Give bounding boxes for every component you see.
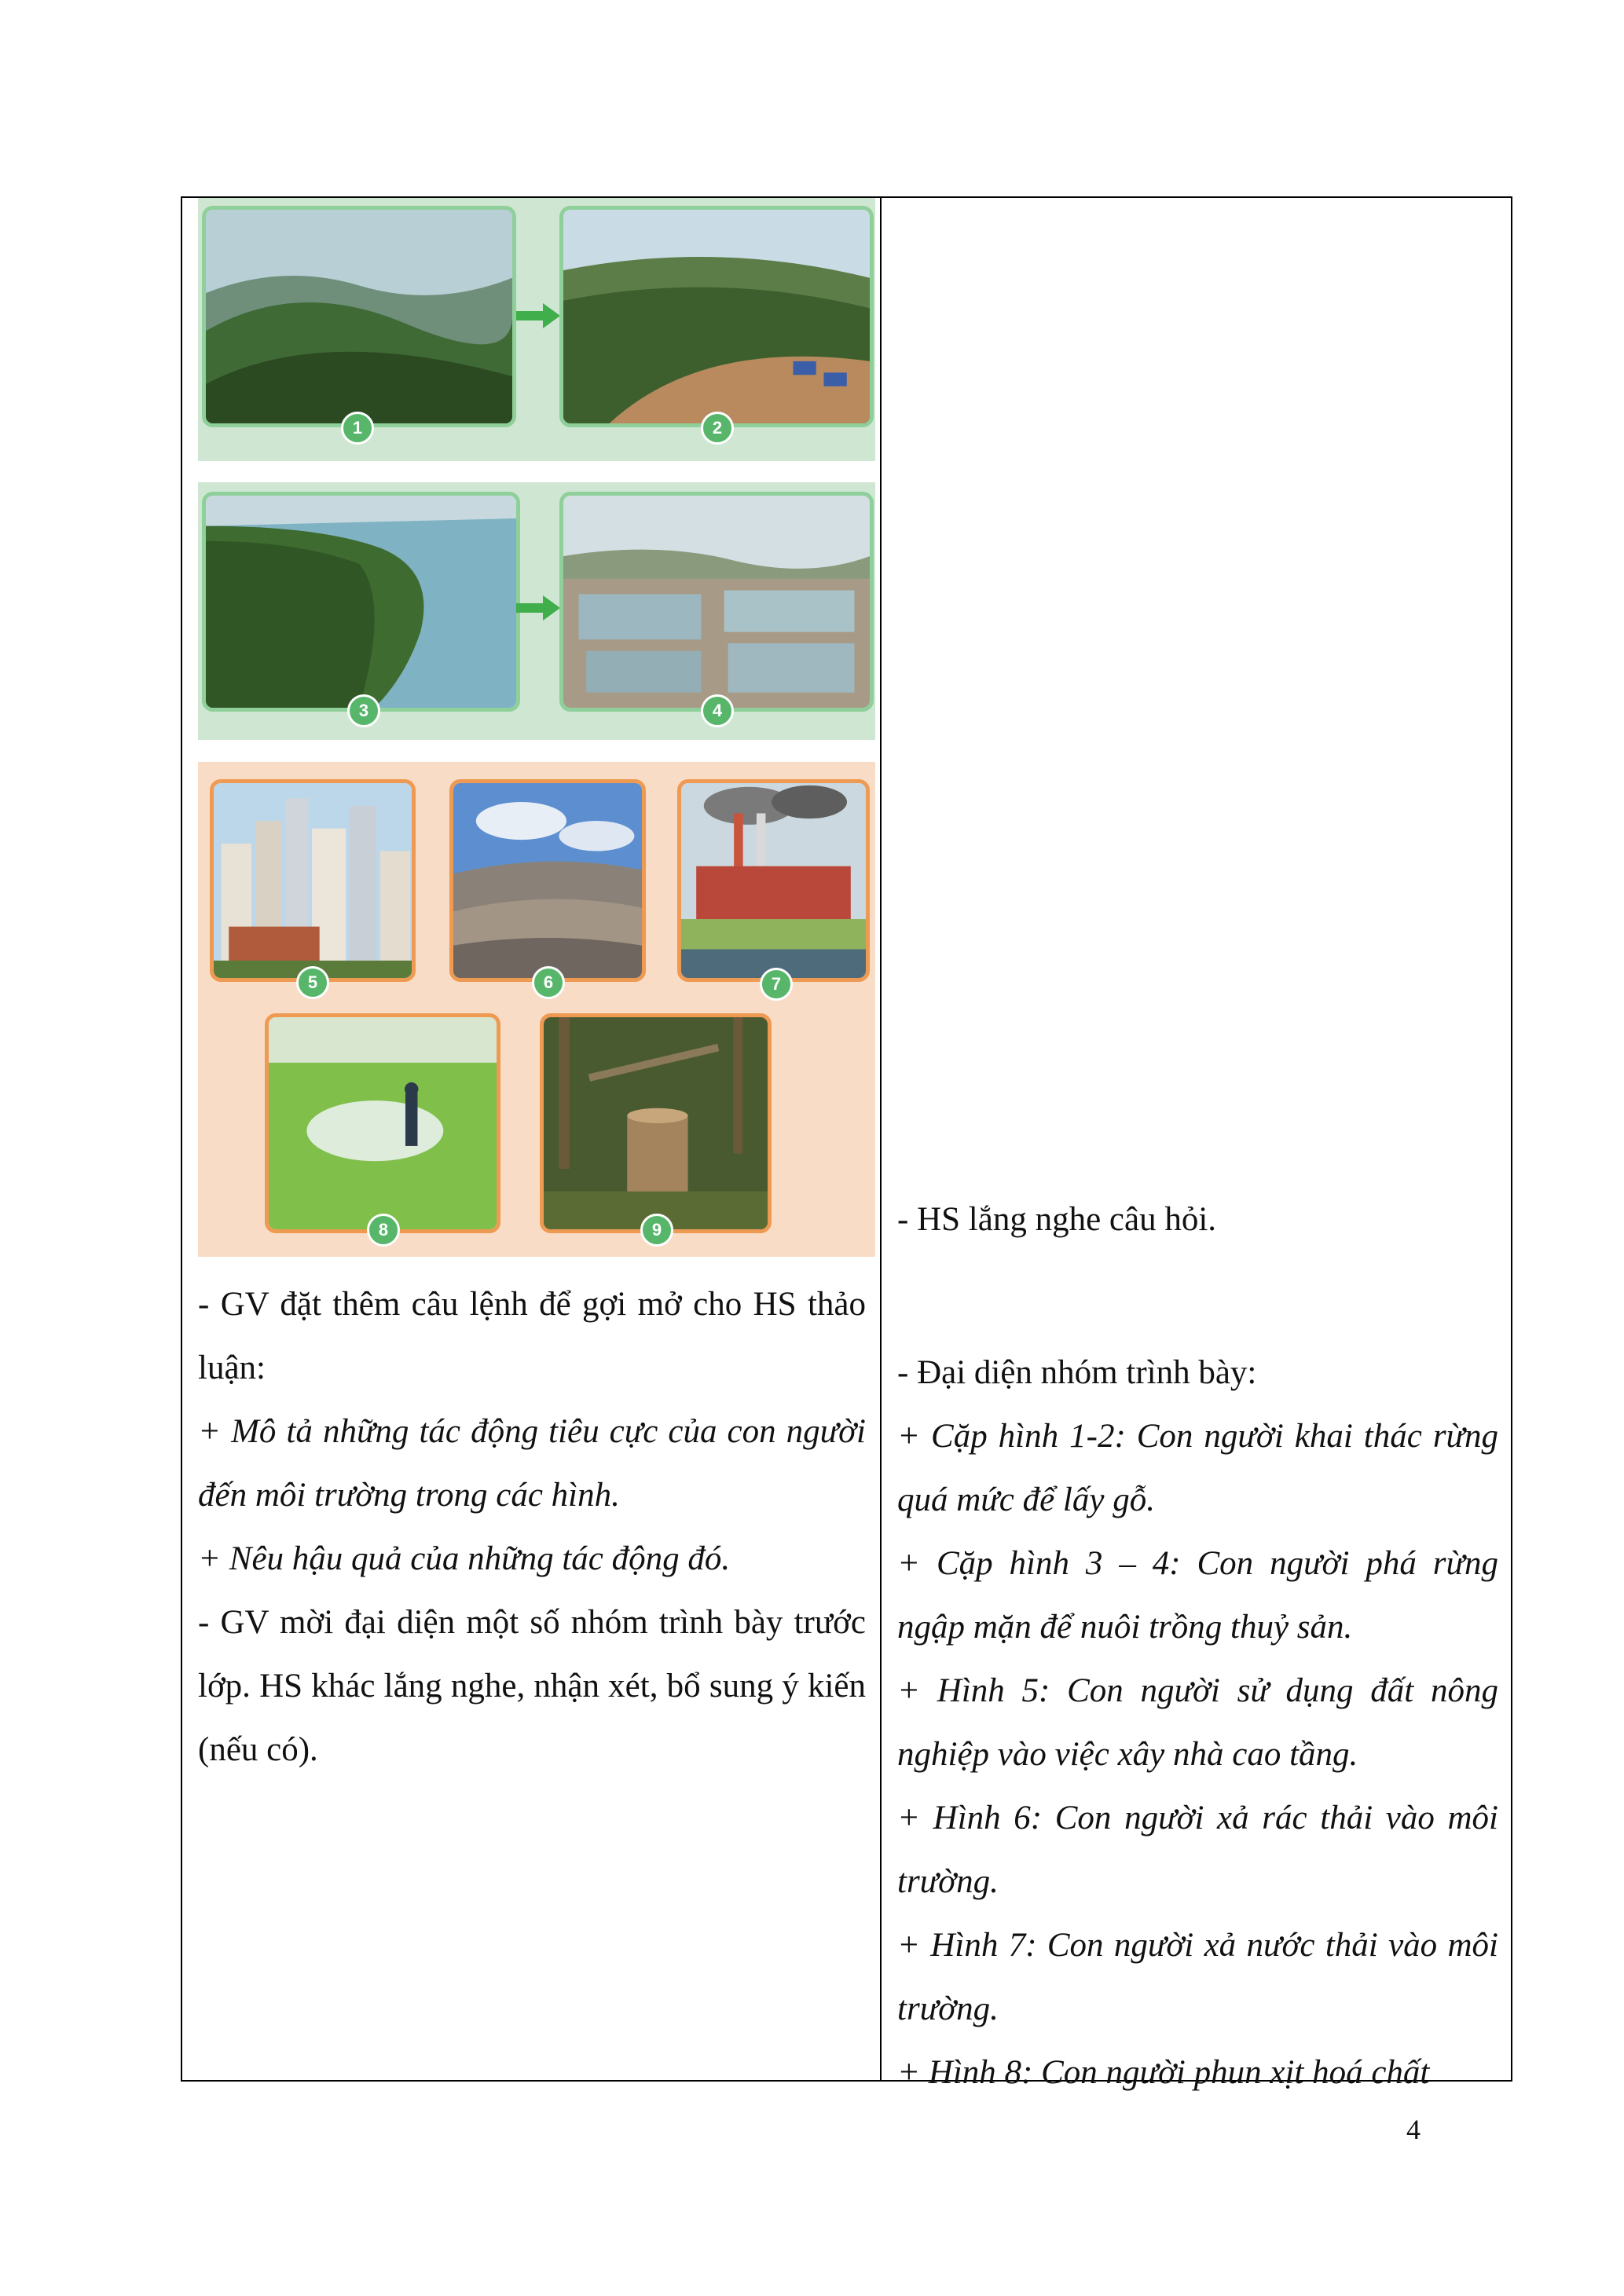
photo-logging-site bbox=[559, 206, 874, 427]
figure-number: 4 bbox=[701, 694, 734, 727]
photo-city-buildings bbox=[210, 779, 416, 982]
answer-item: + Hình 6: Con người xả rác thải vào môi trường. bbox=[897, 1800, 1498, 1900]
photo-pesticide-spraying bbox=[265, 1013, 500, 1233]
teacher-invite: - GV mời đại diện một số nhóm trình bày trước lớp. HS khác lắng nghe, nhận xét, bổ sung ý kiến (nếu có). bbox=[198, 1604, 866, 1768]
photo-forest-hills bbox=[202, 206, 516, 427]
figure-number: 6 bbox=[532, 966, 565, 999]
figure-number: 1 bbox=[341, 412, 374, 445]
photo-mangrove-forest bbox=[202, 492, 520, 712]
figure-number: 2 bbox=[701, 412, 734, 445]
figure-number: 8 bbox=[367, 1214, 400, 1247]
arrow-right-icon bbox=[516, 300, 560, 331]
figure-mangrove-loss bbox=[198, 482, 875, 740]
column-divider bbox=[880, 198, 882, 2080]
answer-item: + Hình 7: Con người xả nước thải vào môi trường. bbox=[897, 1927, 1498, 2027]
question-consequence: + Nêu hậu quả của những tác động đó. bbox=[198, 1540, 731, 1577]
arrow-right-icon bbox=[516, 592, 560, 624]
group-present: - Đại diện nhóm trình bày: bbox=[897, 1354, 1257, 1391]
question-describe: + Mô tả những tác động tiêu cực của con người đến môi trường trong các hình. bbox=[198, 1413, 866, 1514]
figure-deforestation bbox=[198, 198, 875, 461]
student-activity-text bbox=[897, 1201, 1498, 2104]
photo-garbage-dump bbox=[449, 779, 646, 982]
figure-number: 7 bbox=[760, 968, 793, 1001]
answer-item: + Cặp hình 1-2: Con người khai thác rừng quá mức để lấy gỗ. bbox=[897, 1418, 1498, 1518]
student-listen: - HS lắng nghe câu hỏi. bbox=[897, 1201, 1217, 1238]
figure-pollution-causes bbox=[198, 762, 875, 1257]
figure-number: 3 bbox=[347, 694, 380, 727]
teacher-activity-text bbox=[198, 1273, 866, 1782]
answer-item: + Hình 8: Con người phun xịt hoá chất bbox=[897, 2054, 1430, 2091]
page-number: 4 bbox=[1406, 2114, 1421, 2145]
answer-item: + Hình 5: Con người sử dụng đất nông nghiệp vào việc xây nhà cao tầng. bbox=[897, 1672, 1498, 1773]
figure-number: 9 bbox=[640, 1214, 673, 1247]
photo-tree-stump bbox=[540, 1013, 772, 1233]
answer-item: + Cặp hình 3 – 4: Con người phá rừng ngập mặn để nuôi trồng thuỷ sản. bbox=[897, 1545, 1498, 1646]
photo-shrimp-ponds bbox=[559, 492, 874, 712]
figure-number: 5 bbox=[296, 966, 329, 999]
lesson-table bbox=[181, 196, 1512, 2091]
teacher-instruction: - GV đặt thêm câu lệnh để gợi mở cho HS thảo luận: bbox=[198, 1286, 866, 1386]
photo-factory-waste bbox=[677, 779, 870, 982]
